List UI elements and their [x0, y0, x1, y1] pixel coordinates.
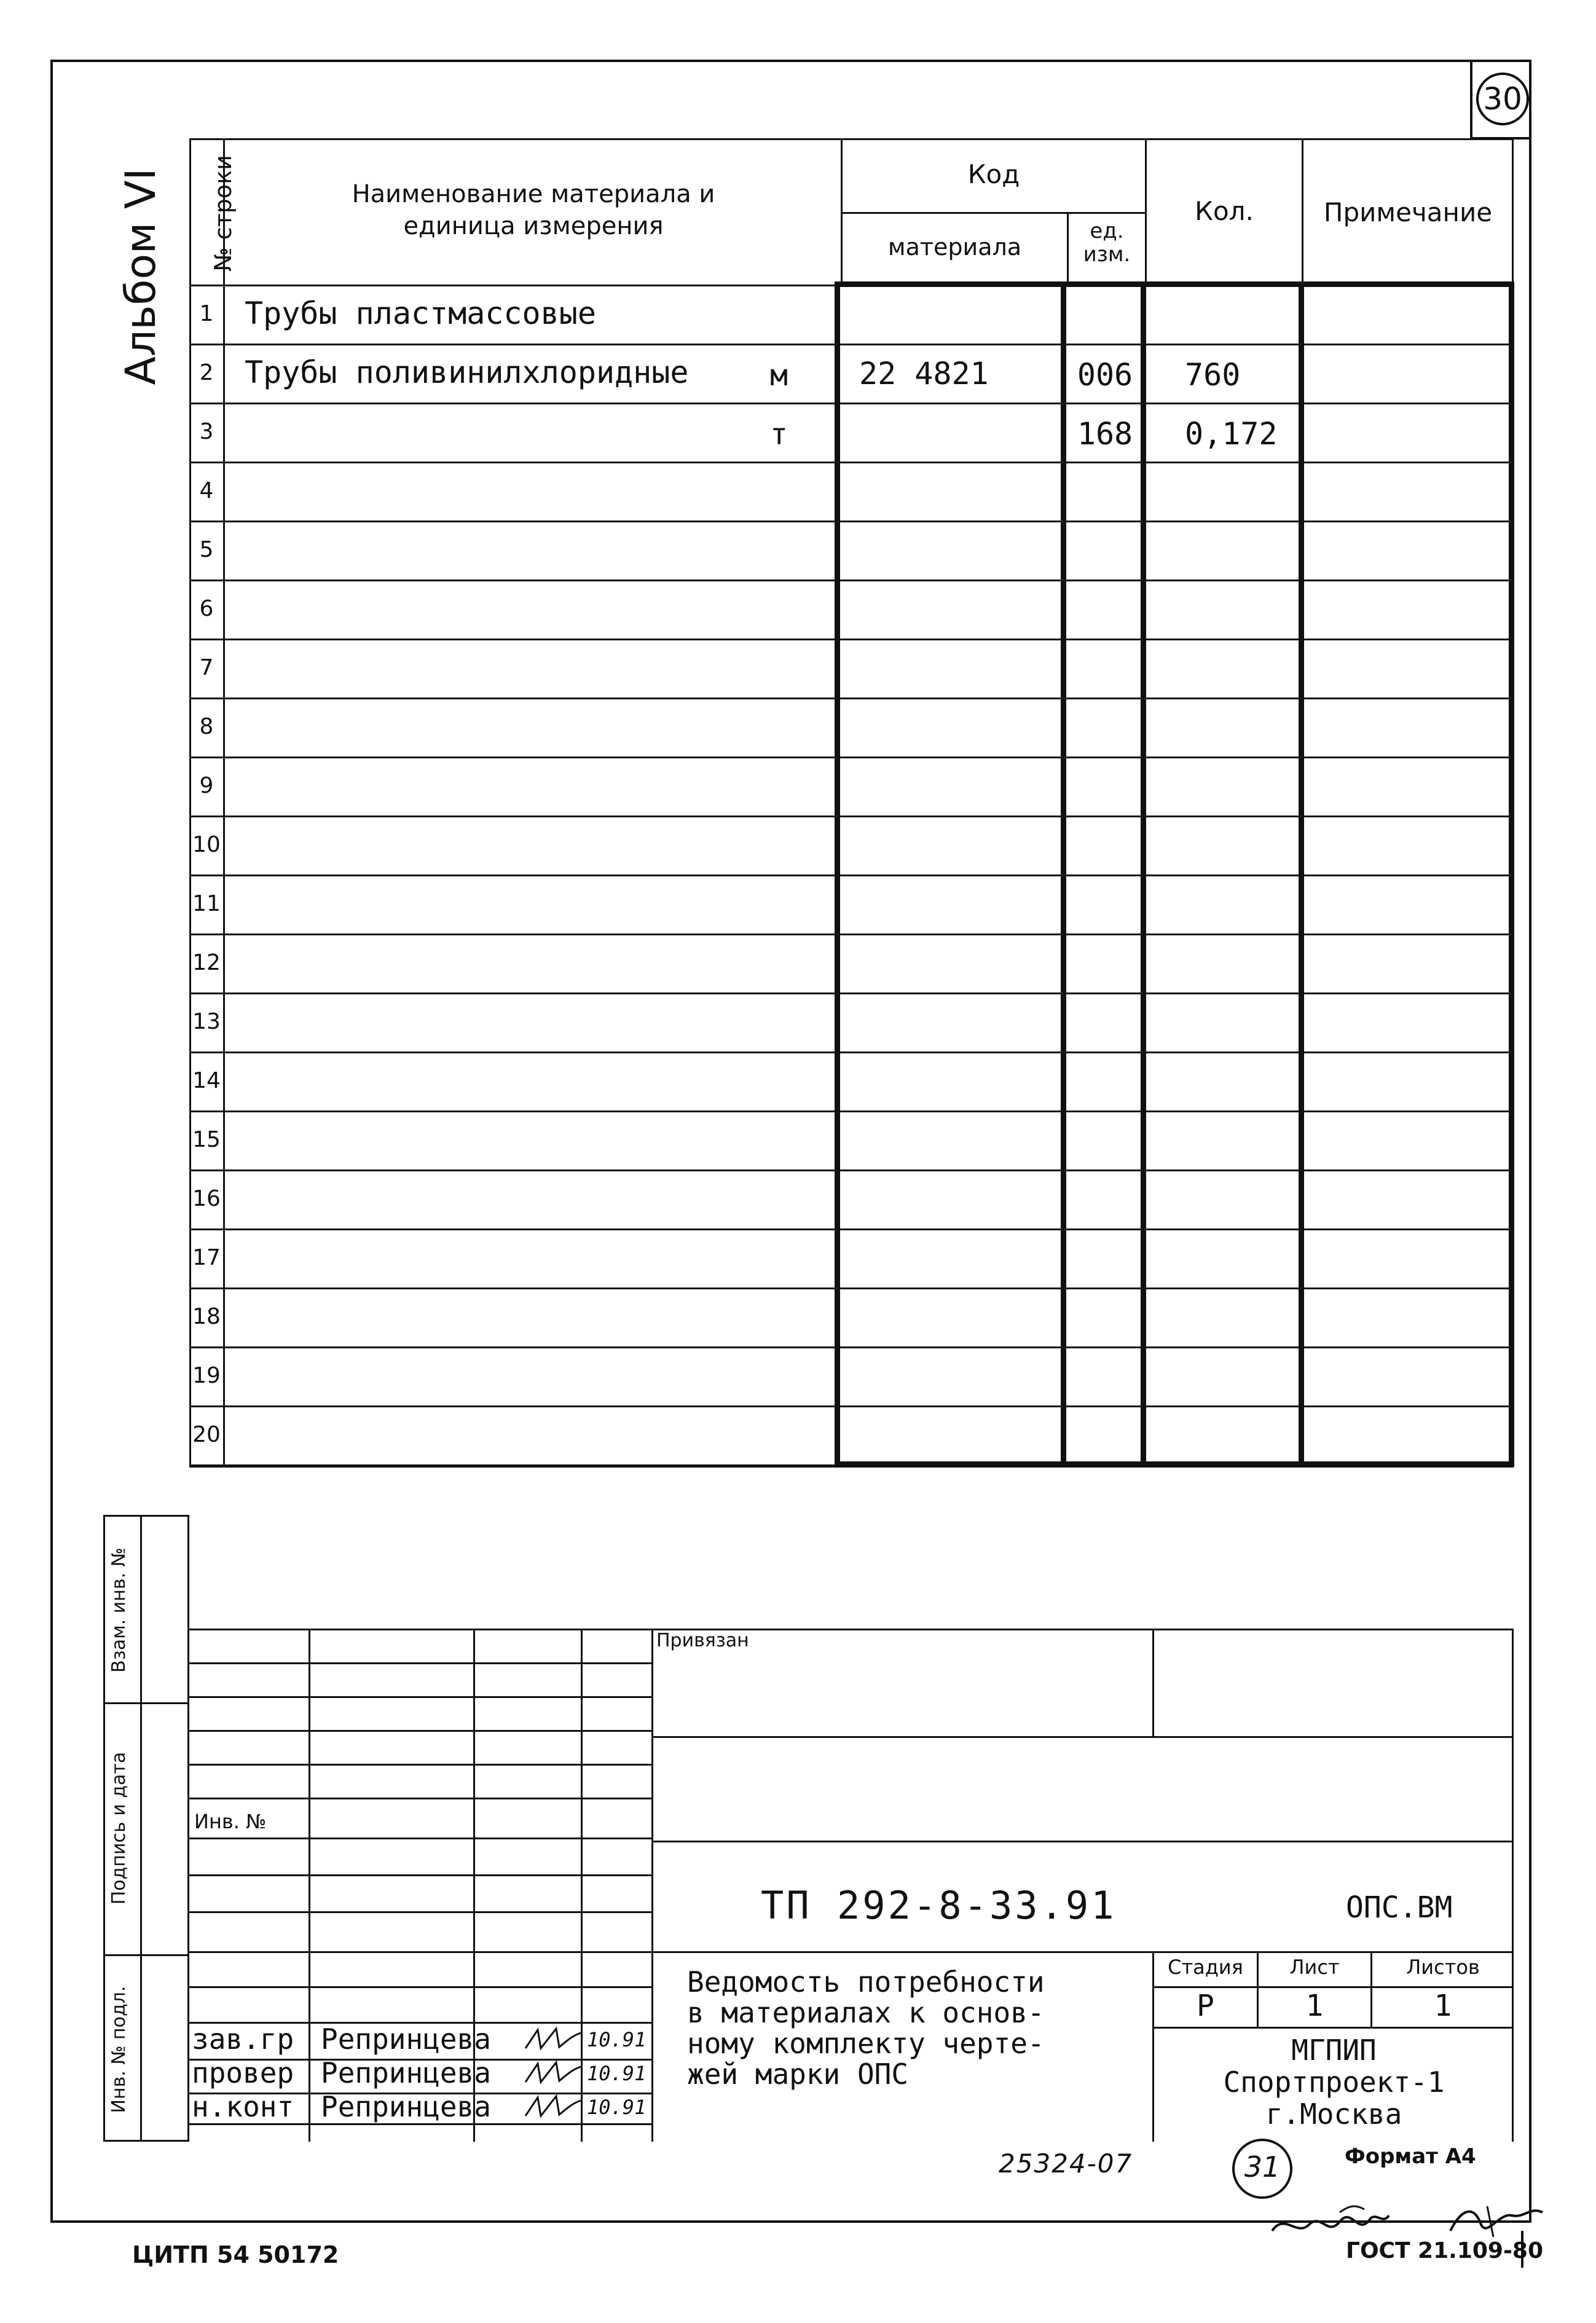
- row-number: 7: [199, 655, 214, 680]
- signer-name: Репринцева: [321, 2056, 491, 2089]
- row-unit-code: 006: [1077, 357, 1133, 393]
- sheet-label: Лист: [1289, 1955, 1340, 1979]
- row-number: 6: [199, 596, 214, 621]
- table-row: [189, 934, 1514, 992]
- table-row: [189, 521, 1514, 580]
- row-number: 2: [199, 360, 214, 385]
- signer-name: Репринцева: [321, 2022, 491, 2056]
- side-podpis: Подпись и дата: [108, 1751, 130, 1905]
- header-code-unit-text: ед. изм.: [1083, 219, 1131, 267]
- header-note: Примечание: [1323, 197, 1493, 227]
- sign-date: 10.91: [587, 2062, 647, 2085]
- bottom-sheet-number: 31: [1244, 2150, 1281, 2183]
- header-name-text: Наименование материала и единица измерения: [352, 180, 715, 240]
- gost-label: ГОСТ 21.109-80: [1346, 2238, 1544, 2263]
- doc-title-line: ному комплекту черте-: [687, 2027, 1045, 2060]
- sheet-number-top: 30: [1483, 81, 1522, 117]
- header-row-no: № строки: [210, 155, 237, 272]
- header-code: Код: [967, 159, 1020, 189]
- org-line: г.Москва: [1265, 2097, 1402, 2131]
- side-vzam: Взам. инв. №: [108, 1547, 130, 1673]
- signer-role: н.конт: [192, 2090, 294, 2123]
- row-number: 9: [199, 773, 214, 798]
- signature-mark: [522, 2058, 584, 2088]
- signer-role: провер: [192, 2056, 294, 2089]
- row-unit-code: 168: [1077, 416, 1133, 452]
- signer-role: зав.гр: [192, 2022, 294, 2056]
- sign-date: 10.91: [587, 2028, 647, 2051]
- header-qty: Кол.: [1195, 196, 1254, 226]
- inventory-number: 25324-07: [999, 2148, 1133, 2179]
- stage-value: Р: [1197, 1989, 1214, 2023]
- table-row: [189, 1346, 1514, 1405]
- table-row: [189, 816, 1514, 875]
- row-number: 14: [192, 1068, 221, 1093]
- row-number: 11: [192, 891, 221, 916]
- row-number: 17: [192, 1245, 221, 1270]
- org-block: [1154, 2034, 1514, 2130]
- doc-mark: ОПС.ВМ: [1346, 1890, 1453, 1925]
- row-number: 19: [192, 1363, 221, 1388]
- signer-name: Репринцева: [321, 2090, 491, 2123]
- table-row: [189, 875, 1514, 934]
- row-qty: 760: [1185, 357, 1241, 393]
- table-row: [189, 698, 1514, 757]
- row-number: 5: [199, 537, 214, 562]
- signature-mark: [522, 2091, 584, 2122]
- header-code-unit: [1069, 219, 1145, 266]
- header-code-material: материала: [887, 234, 1022, 261]
- row-number: 18: [192, 1304, 221, 1329]
- table-row: [189, 580, 1514, 639]
- table-row: [189, 1169, 1514, 1228]
- table-row: [189, 757, 1514, 816]
- doc-code: ТП 292-8-33.91: [761, 1883, 1117, 1928]
- row-number: 12: [192, 950, 221, 975]
- table-row: [189, 1110, 1514, 1169]
- row-number: 13: [192, 1009, 221, 1034]
- row-number: 16: [192, 1186, 221, 1211]
- row-unit: т: [770, 417, 788, 452]
- row-code: 22 4821: [859, 356, 989, 391]
- album-label: Альбом VI: [117, 168, 165, 385]
- ctp-label: ЦИТП 54 50172: [132, 2241, 339, 2268]
- doc-title: [687, 1967, 1142, 2089]
- stage-label: Стадия: [1168, 1955, 1243, 1979]
- sign-date: 10.91: [587, 2096, 647, 2119]
- org-line: МГПИП: [1291, 2034, 1377, 2067]
- row-number: 3: [199, 419, 214, 444]
- table-row: [189, 344, 1514, 403]
- row-name: Трубы пластмассовые: [245, 296, 596, 331]
- row-number: 4: [199, 478, 214, 503]
- row-number: 8: [199, 714, 214, 739]
- org-line: Спортпроект-1: [1223, 2066, 1445, 2099]
- table-row: [189, 1051, 1514, 1110]
- table-row: [189, 462, 1514, 521]
- table-row: [189, 403, 1514, 462]
- row-number: 20: [192, 1422, 221, 1447]
- row-number: 10: [192, 832, 221, 857]
- table-row: [189, 992, 1514, 1051]
- table-row: [189, 1228, 1514, 1287]
- format-label: Формат А4: [1345, 2144, 1476, 2169]
- header-name: [226, 178, 841, 242]
- side-inv-podl: Инв. № подл.: [108, 1986, 130, 2113]
- row-name: Трубы поливинилхлоридные: [245, 355, 689, 390]
- table-row: [189, 639, 1514, 698]
- doc-title-line: Ведомость потребности: [687, 1965, 1045, 1999]
- row-unit: м: [770, 358, 788, 393]
- table-row: [189, 1287, 1514, 1346]
- privyazan-label: Привязан: [656, 1630, 749, 1651]
- doc-title-line: жей марки ОПС: [687, 2058, 909, 2091]
- sheet-value: 1: [1305, 1989, 1324, 2023]
- table-row: [189, 285, 1514, 344]
- row-qty: 0,172: [1185, 416, 1278, 452]
- sheets-label: Листов: [1406, 1955, 1480, 1979]
- row-number: 15: [192, 1127, 221, 1152]
- materials-table: [189, 138, 1514, 1466]
- doc-title-line: в материалах к основ-: [687, 1996, 1045, 2029]
- table-row: [189, 1405, 1514, 1464]
- inv-no-label: Инв. №: [194, 1810, 267, 1833]
- row-number: 1: [199, 301, 214, 326]
- sheets-value: 1: [1434, 1989, 1452, 2023]
- signature-mark: [522, 2024, 584, 2054]
